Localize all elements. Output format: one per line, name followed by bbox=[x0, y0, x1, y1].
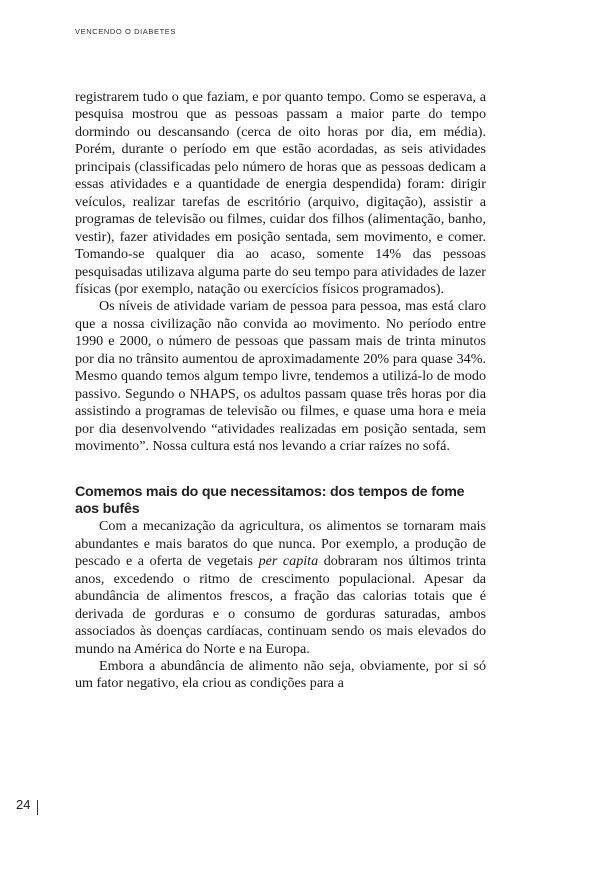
paragraph-abundance: Embora a abundância de alimento não seja, obviamente, por si só um fator negativo, ela criou as condições para a bbox=[75, 657, 486, 692]
page-number-rule bbox=[37, 800, 38, 815]
paragraph-text-start: Com a mecanização da agricultura, os alimentos se tornaram mais abundantes e mais baratos do que nunca. Por exemplo, a produção de pescado e a oferta de vegetais bbox=[75, 518, 486, 570]
page-number: 24 bbox=[16, 797, 31, 812]
main-text-column bbox=[75, 89, 486, 693]
running-head: VENCENDO O DIABETES bbox=[75, 27, 177, 36]
section-heading: Comemos mais do que necessitamos: dos tempos de fome aos bufês bbox=[75, 483, 465, 517]
paragraph-continued: registrarem tudo o que faziam, e por quanto tempo. Como se esperava, a pesquisa mostrou que as pessoas passam a maior parte do tempo dormindo ou descansando (cerca de oito horas por dia, em média). Porém, durante o período em que estão acordadas, as seis atividades principais (classificadas pelo número de horas que as pessoas dedicam a essas atividades e a quantidade de energia despendida) foram: dirigir veículos, realizar tarefas de escritório (arquivo, digitação), assistir a programas de televisão ou filmes, cuidar dos filhos (alimentação, banho, vestir), fazer atividades em posição sentada, sem movimento, e comer. Tomando-se qualquer dia ao acaso, somente 14% das pessoas pesquisadas utilizava alguma parte do seu tempo para atividades de lazer físicas (por exemplo, natação ou exercícios físicos programados). bbox=[75, 89, 486, 297]
paragraph-text-end: dobraram nos últimos trinta anos, excedendo o ritmo de crescimento populacional. Apesar da abundância de alimentos frescos, a fração das calorias totais que é derivada de gorduras e o consumo de gorduras saturadas, ambos associados às doenças cardíacas, continuam sendo os mais elevados do mundo na América do Norte e na Europa. bbox=[75, 553, 486, 657]
italic-term: per capita bbox=[258, 553, 319, 570]
paragraph-mechanization bbox=[75, 518, 486, 658]
paragraph-activity-levels: Os níveis de atividade variam de pessoa para pessoa, mas está claro que a nossa civilização não convida ao movimento. No período entre 1990 e 2000, o número de pessoas que passam mais de trinta minutos por dia no trânsito aumentou de aproximadamente 20% para quase 34%. Mesmo quando temos algum tempo livre, tendemos a utilizá-lo de modo passivo. Segundo o NHAPS, os adultos passam quase três horas por dia assistindo a programas de televisão ou filmes, e quase uma hora e meia por dia desenvolvendo “atividades realizadas em posição sentada, sem movimento”. Nossa cultura está nos levando a criar raízes no sofá. bbox=[75, 298, 486, 455]
